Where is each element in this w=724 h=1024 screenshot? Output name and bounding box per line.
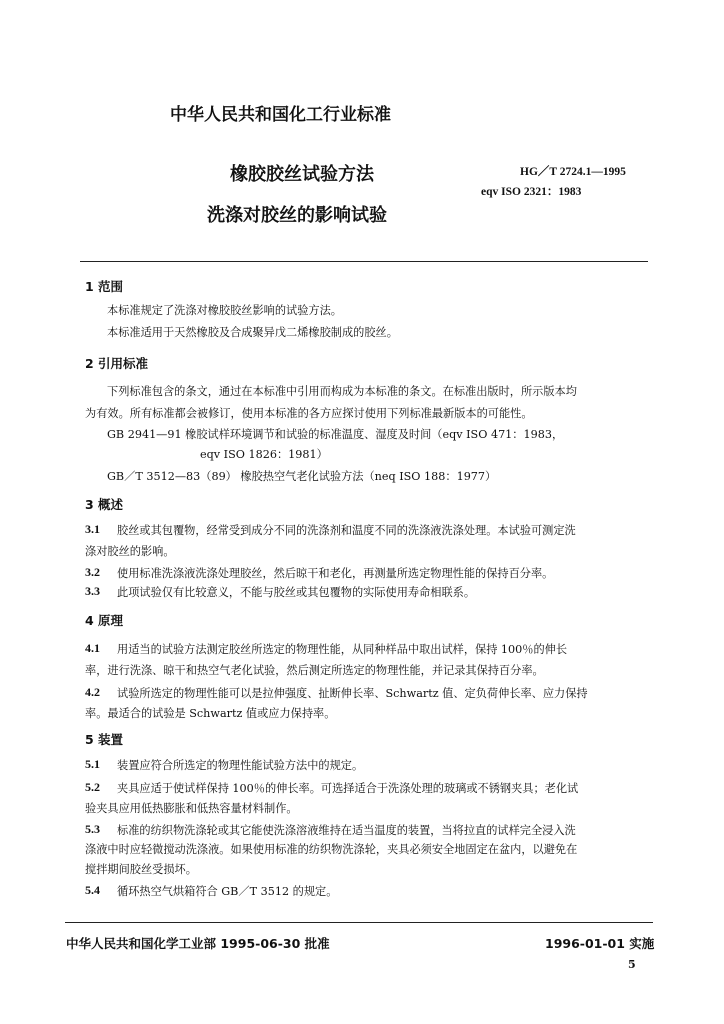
section-2-paragraph-line1: 下列标准包含的条文，通过在本标准中引用而构成为本标准的条文。在标准出版时，所示版本均 [107,385,577,398]
clause-5-3-line1: 标准的纺织物洗涤轮或其它能使洗涤溶液维持在适当温度的装置，当将拉直的试样完全浸入洗 [117,824,576,837]
section-1-paragraph-1: 本标准规定了洗涤对橡胶胶丝影响的试验方法。 [107,304,342,317]
standard-organization: 中华人民共和国化工行业标准 [170,105,391,125]
section-5-heading: 5 装置 [85,732,124,747]
section-2-heading: 2 引用标准 [85,356,149,371]
reference-gb3512: GB／T 3512—83（89） 橡胶热空气老化试验方法（neq ISO 188：1977） [107,470,497,483]
clause-5-2-line2: 验夹具应用低热膨胀和低热容量材料制作。 [85,802,298,815]
document-title-line1: 橡胶胶丝试验方法 [230,164,374,185]
document-title-line2: 洗涤对胶丝的影响试验 [207,205,387,226]
header-divider [80,261,648,262]
clause-number: 5.3 [85,822,100,836]
iso-equivalent: eqv ISO 2321：1983 [481,186,582,198]
clause-number: 4.2 [85,685,100,699]
clause-number: 5.1 [85,757,100,771]
clause-number: 5.4 [85,883,100,897]
clause-3-3: 此项试验仅有比较意义，不能与胶丝或其包覆物的实际使用寿命相联系。 [117,586,476,599]
clause-5-3-line2: 涤液中时应轻微搅动洗涤液。如果使用标准的纺织物洗涤轮，夹具必须安全地固定在盆内，以避免在 [85,843,578,856]
section-3-heading: 3 概述 [85,497,124,512]
footer-divider [65,922,653,923]
clause-4-2-line1: 试验所选定的物理性能可以是拉伸强度、扯断伸长率、Schwartz 值、定负荷伸长率、应力保持 [117,687,588,700]
clause-number: 3.2 [85,565,100,579]
clause-4-2-line2: 率。最适合的试验是 Schwartz 值或应力保持率。 [85,707,336,720]
clause-4-1-line2: 率，进行洗涤、晾干和热空气老化试验，然后测定所选定的物理性能，并记录其保持百分率。 [85,664,544,677]
reference-gb2941-line1: GB 2941—91 橡胶试样环境调节和试验的标准温度、湿度及时间（eqv ISO 471：1983， [107,428,564,441]
clause-3-2: 使用标准洗涤液洗涤处理胶丝，然后晾干和老化，再测量所选定物理性能的保持百分率。 [117,567,554,580]
section-4-heading: 4 原理 [85,613,124,628]
section-1-paragraph-2: 本标准适用于天然橡胶及合成聚异戊二烯橡胶制成的胶丝。 [107,326,398,339]
clause-5-1: 装置应符合所选定的物理性能试验方法中的规定。 [117,759,364,772]
section-1-heading: 1 范围 [85,279,124,294]
approval-statement: 中华人民共和国化学工业部 1995-06-30 批准 [66,936,330,951]
clause-5-3-line3: 搅拌期间胶丝受损坏。 [85,863,197,876]
clause-3-1-line1: 胶丝或其包覆物，经常受到成分不同的洗涤剂和温度不同的洗涤液洗涤处理。本试验可测定洗 [117,524,576,537]
clause-number: 3.1 [85,522,100,536]
standard-code: HG／T 2724.1—1995 [520,166,626,178]
clause-3-1-line2: 涤对胶丝的影响。 [85,545,175,558]
page-number: 5 [628,958,636,971]
section-2-paragraph-line2: 为有效。所有标准都会被修订，使用本标准的各方应探讨使用下列标准最新版本的可能性。 [85,407,533,420]
clause-number: 3.3 [85,584,100,598]
clause-5-4: 循环热空气烘箱符合 GB／T 3512 的规定。 [117,885,338,898]
clause-number: 5.2 [85,780,100,794]
clause-5-2-line1: 夹具应适于使试样保持 100％的伸长率。可选择适合于洗涤处理的玻璃或不锈钢夹具；老化试 [117,782,579,795]
effective-date: 1996-01-01 实施 [545,936,655,951]
reference-gb2941-line2: eqv ISO 1826：1981） [200,448,328,461]
clause-number: 4.1 [85,641,100,655]
clause-4-1-line1: 用适当的试验方法测定胶丝所选定的物理性能，从同种样品中取出试样，保持 100％的伸长 [117,643,568,656]
